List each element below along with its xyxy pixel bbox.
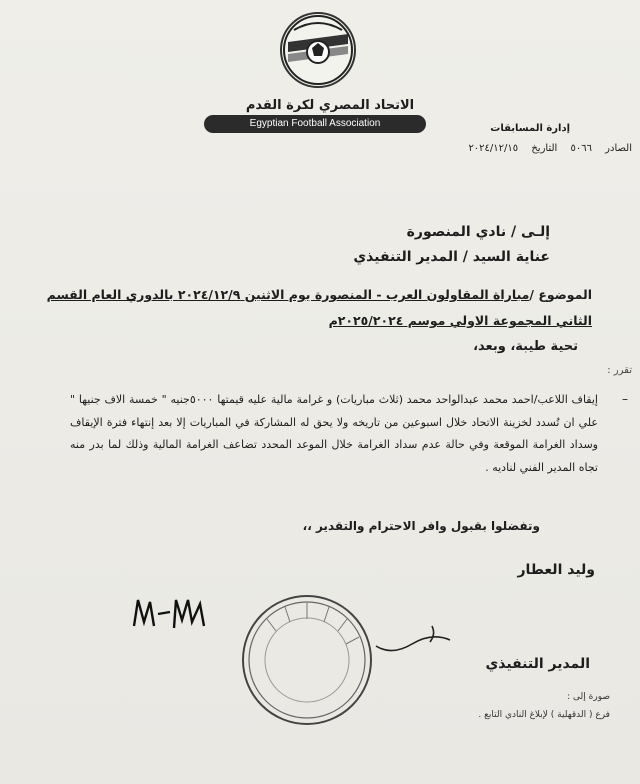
handwritten-signature — [130, 592, 210, 636]
official-stamp — [242, 595, 372, 725]
federation-name-english: Egyptian Football Association — [204, 115, 426, 133]
attention-line: عناية السيد / المدير التنفيذي — [353, 249, 550, 265]
ref-value: ٥٠٦٦ — [570, 143, 592, 154]
subject-block — [40, 282, 592, 334]
department-label: إدارة المسابقات — [490, 123, 570, 134]
subject-line-2: الثاني المجموعة الاولي موسم ٢٠٢٥/٢٠٢٤م — [328, 313, 592, 328]
stamp-initials-scribble — [372, 616, 462, 666]
efa-logo-graphic — [282, 14, 354, 86]
copy-to-block — [478, 688, 610, 724]
subject-prefix: الموضوع / — [529, 287, 592, 302]
stamp-graphic — [244, 597, 370, 723]
decision-paragraph: إيقاف اللاعب/احمد محمد عبدالواحد محمد (ثلاث مباريات) و غرامة مالية عليه قيمتها ٥٠٠٠جنيه " خمسة الاف جنيها " علي ان تُسدد لخزينة الاتحاد خلال اسبوعين من تاريخه ولا يحق له المشاركة في المباريات إلا بعد إنتهاء فترة الإيقاف وسداد الغرامة الموقعة وفي حالة عدم سداد الغرامة خلال الموعد المحدد تضاعف الغرامة المالية وذلك لما بدر منه تجاه المدير الفني لناديه . — [70, 393, 598, 474]
subject-line-1: مباراة المقاولون العرب - المنصورة يوم الاثنين ٢٠٢٤/١٢/٩ بالدوري العام القسم — [46, 287, 530, 302]
date-label: التاريخ — [531, 143, 558, 154]
efa-logo — [280, 12, 356, 88]
signatory-title: المدير التنفيذي — [485, 656, 590, 672]
copy-to-line: فرع ( الدقهلية ) لإبلاغ النادي التابع . — [478, 710, 610, 720]
bullet-dash: – — [622, 392, 628, 406]
date-value: ٢٠٢٤/١٢/١٥ — [468, 143, 519, 154]
copy-to-label: صورة إلى : — [567, 692, 610, 702]
greeting: تحية طيبة، وبعد، — [473, 339, 578, 354]
decided-label: تقرر : — [607, 365, 632, 376]
federation-name-arabic: الاتحاد المصري لكرة القدم — [245, 98, 415, 113]
addressee: إلـى / نادي المنصورة — [406, 224, 550, 240]
closing-line: وتفضلوا بقبول وافر الاحترام والتقدير ،، — [302, 519, 540, 533]
signatory-name: وليد العطار — [517, 562, 595, 578]
reference-row — [458, 143, 632, 154]
ref-label: الصادر — [605, 143, 632, 154]
